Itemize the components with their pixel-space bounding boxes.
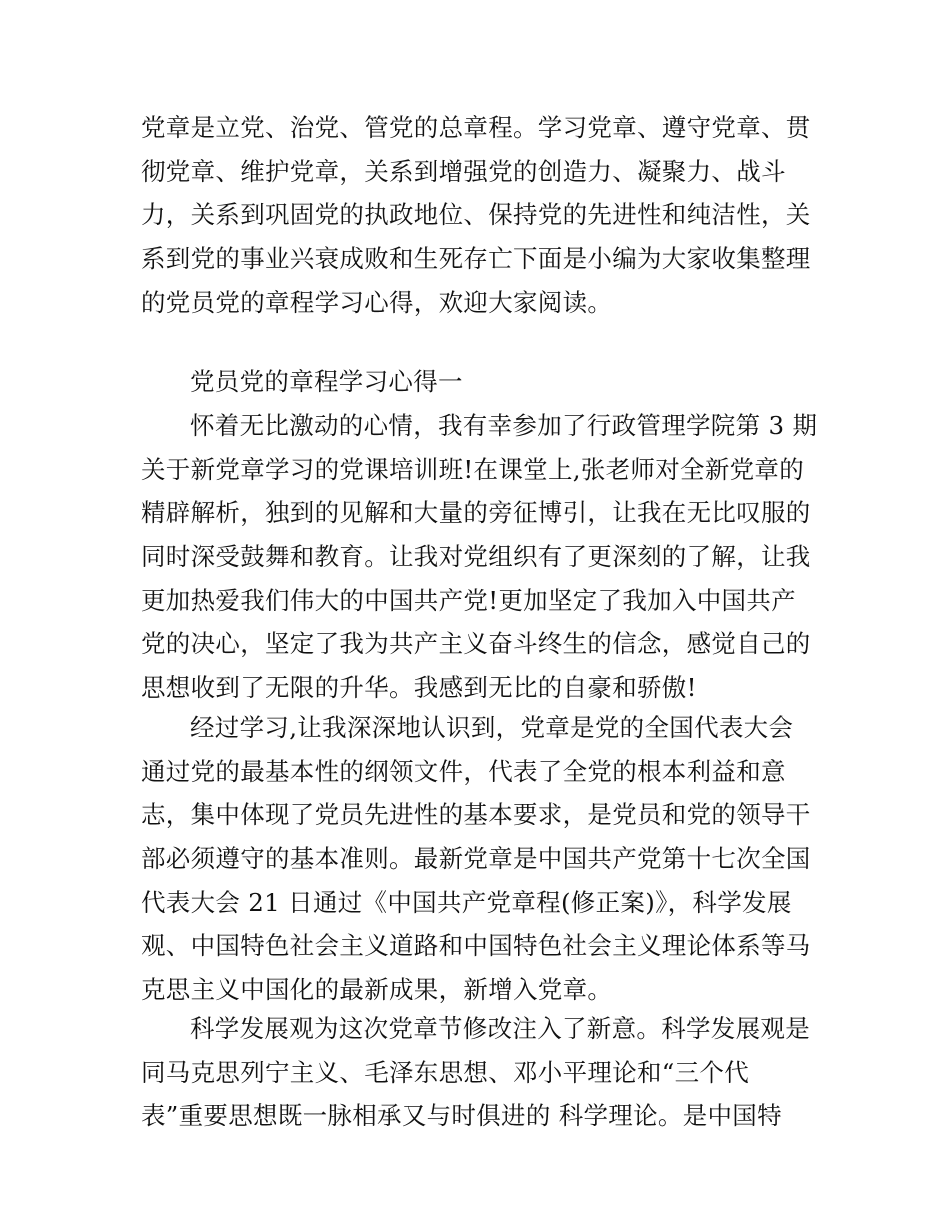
- text-line: 同时深受鼓舞和教育。让我对党组织有了更深刻的了解，让我: [141, 542, 811, 572]
- text-line: 代表大会 21 日通过《中国共产党章程(修正案)》，科学发展: [141, 887, 792, 917]
- text-line: 观、中国特色社会主义道路和中国特色社会主义理论体系等马: [141, 931, 811, 961]
- text-line: 精辟解析，独到的见解和大量的旁征博引，让我在无比叹服的: [141, 498, 811, 528]
- text-line: 经过学习,让我深深地认识到，党章是党的全国代表大会: [190, 713, 794, 742]
- section-heading-text: 党员党的章程学习心得一: [190, 367, 463, 396]
- text-line: 的党员党的章程学习心得，欢迎大家阅读。: [141, 287, 613, 317]
- body-paragraph: [141, 706, 813, 1012]
- text-line: 系到党的事业兴衰成败和生死存亡下面是小编为大家收集整理: [141, 244, 811, 274]
- text-line: 通过党的最基本性的纲领文件，代表了全党的根本利益和意: [141, 756, 786, 786]
- section-heading: [141, 360, 813, 404]
- text-line: 党章是立党、治党、管党的总章程。学习党章、遵守党章、贯: [141, 113, 811, 142]
- text-line: 怀着无比激动的心情，我有幸参加了行政管理学院第 3 期: [190, 411, 818, 440]
- text-line: 同马克思列宁主义、毛泽东思想、邓小平理论和“三个代: [141, 1057, 750, 1087]
- text-line: 思想收到了无限的升华。我感到无比的自豪和骄傲!: [141, 673, 697, 703]
- body-paragraph: [141, 1007, 813, 1138]
- text-line: 克思主义中国化的最新成果，新增入党章。: [141, 975, 613, 1005]
- text-line: 表”重要思想既一脉相承又与时俱进的 科学理论。是中国特: [141, 1101, 782, 1131]
- text-line: 科学发展观为这次党章节修改注入了新意。科学发展观是: [190, 1014, 810, 1043]
- text-line: 党的决心，坚定了我为共产主义奋斗终生的信念，感觉自己的: [141, 629, 811, 659]
- intro-paragraph: [141, 106, 813, 324]
- body-paragraph: [141, 404, 818, 710]
- text-line: 关于新党章学习的党课培训班!在课堂上,张老师对全新党章的: [141, 454, 805, 484]
- text-line: 志，集中体现了党员先进性的基本要求，是党员和党的领导干: [141, 800, 811, 830]
- text-line: 更加热爱我们伟大的中国共产党!更加坚定了我加入中国共产: [141, 585, 796, 615]
- text-line: 部必须遵守的基本准则。最新党章是中国共产党第十七次全国: [141, 844, 811, 874]
- text-line: 彻党章、维护党章，关系到增强党的创造力、凝聚力、战斗: [141, 156, 786, 186]
- text-line: 力，关系到巩固党的执政地位、保持党的先进性和纯洁性，关: [141, 200, 811, 230]
